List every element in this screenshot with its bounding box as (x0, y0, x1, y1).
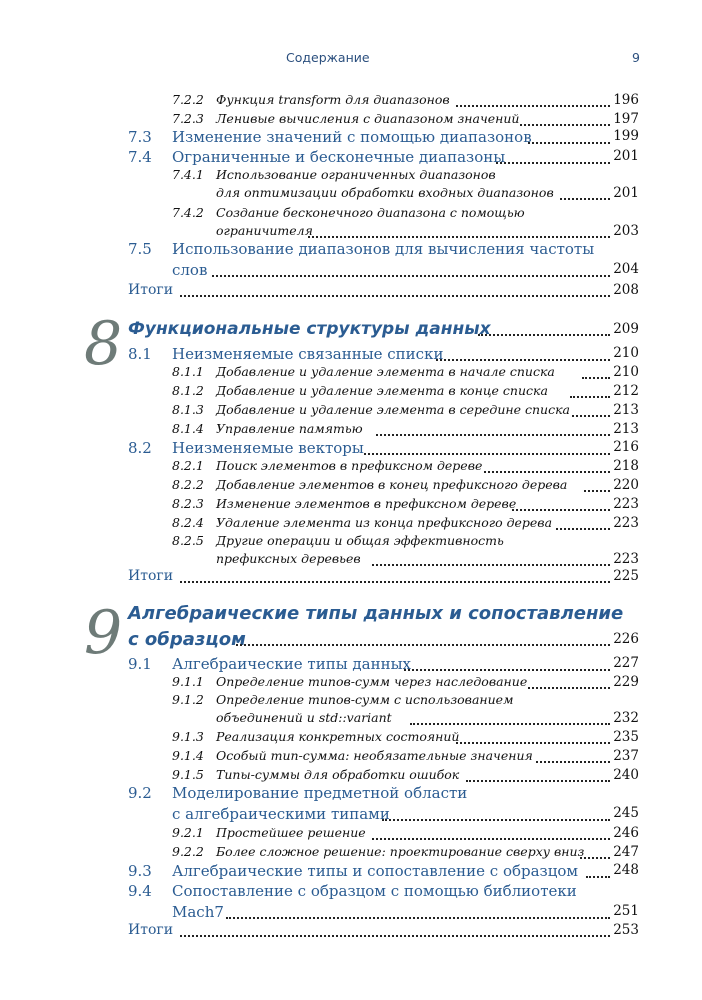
toc-entry-title: Определение типов-сумм через наследование (216, 674, 528, 689)
toc-entry-page: 209 (613, 321, 639, 337)
toc-entry-title: Типы-суммы для обработки ошибок (216, 767, 460, 782)
toc-leader-dots (180, 581, 610, 583)
toc-entry-page: 232 (613, 710, 639, 726)
toc-entry-title: Создание бесконечного диапазона с помощью (216, 205, 525, 220)
toc-entry-page: 237 (613, 748, 639, 764)
toc-entry-page: 235 (613, 729, 639, 745)
toc-entry[interactable] (0, 748, 702, 768)
toc-entry-number: 9.1.2 (172, 692, 204, 707)
toc-entry-number: 8.2.2 (172, 477, 204, 492)
toc-entry-page: 213 (613, 402, 639, 418)
toc-leader-dots (382, 819, 610, 821)
toc-entry[interactable] (0, 862, 702, 882)
toc-entry-page: 216 (613, 439, 639, 455)
toc-leader-dots (584, 490, 610, 492)
toc-entry-number: 7.2.2 (172, 92, 204, 107)
toc-entry-page: 203 (613, 223, 639, 239)
header-page-number: 9 (632, 50, 640, 65)
toc-entry[interactable] (0, 692, 702, 712)
toc-entry[interactable] (0, 825, 702, 845)
toc-entry-title: Использование ограниченных диапазонов (216, 167, 496, 182)
toc-entry-title: Удаление элемента из конца префиксного дерева (216, 515, 553, 530)
toc-entry[interactable] (0, 421, 702, 441)
toc-entry-title: Сопоставление с образцом с помощью библиотеки (172, 882, 577, 900)
toc-entry-number: 7.2.3 (172, 111, 204, 126)
toc-entry[interactable] (0, 655, 702, 675)
toc-entry-title: для оптимизации обработки входных диапазонов (216, 185, 554, 200)
toc-entry-title: Итоги (128, 568, 174, 584)
toc-entry[interactable] (0, 128, 702, 148)
toc-entry-title: Ограниченные и бесконечные диапазоны (172, 148, 506, 166)
toc-leader-dots (436, 359, 610, 361)
toc-entry[interactable] (0, 674, 702, 694)
toc-entry-number: 9.1 (128, 655, 152, 673)
toc-entry-number: 9.2.1 (172, 825, 204, 840)
toc-entry[interactable] (0, 844, 702, 864)
toc-entry-page: 248 (613, 862, 639, 878)
toc-entry-number: 8.1 (128, 345, 152, 363)
toc-chapter-entry-continuation[interactable] (0, 629, 702, 649)
toc-chapter-title: Алгебраические типы данных и сопоставление (128, 603, 624, 624)
toc-entry-title: слов (172, 261, 208, 279)
toc-entry-title: Моделирование предметной области (172, 784, 468, 802)
toc-entry[interactable] (0, 496, 702, 516)
toc-leader-dots (496, 162, 610, 164)
toc-entry-page: 201 (613, 148, 639, 164)
toc-entry[interactable] (0, 92, 702, 112)
toc-entry-title: ограничителя (216, 223, 313, 238)
toc-entry-title: Реализация конкретных состояний (216, 729, 460, 744)
toc-entry-title: Определение типов-сумм с использованием (216, 692, 514, 707)
toc-entry[interactable] (0, 882, 702, 902)
toc-entry-summary[interactable] (0, 568, 702, 588)
chapter-number-8: 8 (84, 309, 123, 379)
toc-leader-dots (466, 780, 610, 782)
toc-entry-continuation[interactable] (0, 903, 702, 923)
toc-entry-number: 8.1.3 (172, 402, 204, 417)
toc-leader-dots (528, 687, 610, 689)
toc-leader-dots (376, 434, 610, 436)
toc-entry-number: 9.2 (128, 784, 152, 802)
toc-entry-page: 197 (613, 111, 639, 127)
toc-leader-dots (586, 876, 610, 878)
toc-entry-title: Итоги (128, 282, 174, 298)
toc-entry-page: 218 (613, 458, 639, 474)
toc-entry-number: 9.4 (128, 882, 152, 900)
toc-entry[interactable] (0, 784, 702, 804)
toc-leader-dots (372, 564, 610, 566)
toc-leader-dots (572, 415, 610, 417)
toc-leader-dots (512, 509, 610, 511)
toc-leader-dots (456, 742, 610, 744)
toc-leader-dots (236, 644, 610, 646)
toc-entry[interactable] (0, 402, 702, 422)
toc-leader-dots (582, 377, 610, 379)
toc-entry-title: Управление памятью (216, 421, 363, 436)
toc-entry-title: Использование диапазонов для вычисления частоты (172, 240, 595, 258)
toc-entry-page: 240 (613, 767, 639, 783)
toc-leader-dots (404, 669, 610, 671)
toc-entry-page: 245 (613, 805, 639, 821)
toc-entry-title: Алгебраические типы данных (172, 655, 411, 673)
header-title: Содержание (286, 50, 370, 65)
toc-entry-continuation[interactable] (0, 805, 702, 825)
toc-entry-title: Неизменяемые связанные списки (172, 345, 444, 363)
toc-leader-dots (478, 334, 610, 336)
running-header (0, 50, 702, 70)
toc-entry-title: Функция transform для диапазонов (216, 92, 450, 107)
toc-entry-title: Изменение элементов в префиксном дереве (216, 496, 517, 511)
toc-chapter-entry[interactable] (0, 319, 702, 339)
toc-entry-page: 220 (613, 477, 639, 493)
toc-entry-page: 208 (613, 282, 639, 298)
toc-entry-number: 9.3 (128, 862, 152, 880)
toc-entry-number: 7.4.2 (172, 205, 204, 220)
toc-entry-number: 7.4.1 (172, 167, 204, 182)
toc-entry[interactable] (0, 515, 702, 535)
toc-entry-page: 223 (613, 551, 639, 567)
toc-leader-dots (570, 396, 610, 398)
toc-entry-number: 8.1.1 (172, 364, 204, 379)
toc-entry-title: Поиск элементов в префиксном дереве (216, 458, 483, 473)
toc-entry-number: 8.2.4 (172, 515, 204, 530)
toc-leader-dots (536, 761, 610, 763)
toc-leader-dots (556, 528, 610, 530)
toc-entry-number: 7.5 (128, 240, 152, 258)
toc-entry-number: 7.3 (128, 128, 152, 146)
toc-entry-continuation[interactable] (0, 710, 702, 730)
toc-entry-title: Добавление и удаление элемента в начале списка (216, 364, 555, 379)
toc-entry[interactable] (0, 439, 702, 459)
toc-leader-dots (180, 295, 610, 297)
toc-entry-title: Ленивые вычисления с диапазоном значений (216, 111, 520, 126)
toc-entry-title: Добавление и удаление элемента в конце списка (216, 383, 548, 398)
toc-leader-dots (308, 236, 610, 238)
toc-entry-number: 8.2.3 (172, 496, 204, 511)
toc-entry-page: 210 (613, 364, 639, 380)
toc-entry-page: 212 (613, 383, 639, 399)
toc-entry[interactable] (0, 533, 702, 553)
toc-entry-title: объединений и std::variant (216, 710, 392, 725)
toc-entry-number: 9.1.1 (172, 674, 204, 689)
toc-entry-number: 8.1.4 (172, 421, 204, 436)
toc-entry-title: Mach7 (172, 903, 224, 921)
toc-entry-page: 226 (613, 631, 639, 647)
toc-entry-page: 223 (613, 515, 639, 531)
toc-entry-page: 246 (613, 825, 639, 841)
toc-entry-page: 213 (613, 421, 639, 437)
toc-entry-number: 9.1.4 (172, 748, 204, 763)
toc-entry[interactable] (0, 383, 702, 403)
toc-entry-number: 8.2 (128, 439, 152, 457)
toc-leader-dots (580, 857, 610, 859)
toc-entry-page: 253 (613, 922, 639, 938)
toc-entry-page: 210 (613, 345, 639, 361)
toc-leader-dots (560, 198, 610, 200)
toc-entry[interactable] (0, 458, 702, 478)
toc-chapter-title: Функциональные структуры данных (128, 319, 491, 339)
toc-entry-title: Итоги (128, 922, 174, 938)
toc-entry-title: Добавление и удаление элемента в середине списка (216, 402, 570, 417)
toc-chapter-title: с образцом (128, 629, 246, 650)
toc-leader-dots (528, 142, 610, 144)
toc-entry-number: 8.1.2 (172, 383, 204, 398)
toc-entry-title: Простейшее решение (216, 825, 366, 840)
toc-entry-summary[interactable] (0, 922, 702, 942)
toc-entry-page: 247 (613, 844, 639, 860)
chapter-number-9: 9 (84, 598, 123, 668)
toc-entry-page: 251 (613, 903, 639, 919)
toc-entry-continuation[interactable] (0, 185, 702, 205)
toc-entry-summary[interactable] (0, 282, 702, 302)
toc-entry-page: 196 (613, 92, 639, 108)
toc-leader-dots (212, 275, 610, 277)
toc-entry-page: 201 (613, 185, 639, 201)
toc-entry[interactable] (0, 148, 702, 168)
toc-leader-dots (372, 838, 610, 840)
toc-entry-title: Алгебраические типы и сопоставление с образцом (172, 862, 579, 880)
toc-entry[interactable] (0, 345, 702, 365)
toc-entry-page: 229 (613, 674, 639, 690)
toc-entry-page: 227 (613, 655, 639, 671)
toc-leader-dots (410, 723, 610, 725)
toc-entry-title: префиксных деревьев (216, 551, 361, 566)
toc-leader-dots (226, 917, 610, 919)
toc-entry-number: 8.2.5 (172, 533, 204, 548)
toc-entry-title: с алгебраическими типами (172, 805, 390, 823)
toc-entry-title: Другие операции и общая эффективность (216, 533, 504, 548)
toc-leader-dots (520, 124, 610, 126)
toc-entry-page: 204 (613, 261, 639, 277)
toc-entry[interactable] (0, 477, 702, 497)
toc-entry-title: Особый тип-сумма: необязательные значения (216, 748, 533, 763)
toc-entry-number: 7.4 (128, 148, 152, 166)
toc-chapter-entry[interactable] (0, 603, 702, 623)
toc-leader-dots (180, 935, 610, 937)
toc-entry-title: Добавление элементов в конец префиксного дерева (216, 477, 568, 492)
toc-entry-page: 199 (613, 128, 639, 144)
toc-entry-number: 9.1.3 (172, 729, 204, 744)
toc-entry-number: 8.2.1 (172, 458, 204, 473)
toc-entry-title: Неизменяемые векторы (172, 439, 364, 457)
toc-entry[interactable] (0, 364, 702, 384)
toc-entry[interactable] (0, 205, 702, 225)
toc-entry-number: 9.1.5 (172, 767, 204, 782)
toc-entry-continuation[interactable] (0, 261, 702, 281)
toc-leader-dots (484, 471, 610, 473)
toc-entry-page: 225 (613, 568, 639, 584)
toc-entry-page: 223 (613, 496, 639, 512)
toc-entry[interactable] (0, 240, 702, 260)
toc-entry-number: 9.2.2 (172, 844, 204, 859)
toc-entry[interactable] (0, 729, 702, 749)
toc-entry[interactable] (0, 167, 702, 187)
toc-leader-dots (364, 453, 610, 455)
toc-entry-title: Более сложное решение: проектирование сверху вниз (216, 844, 585, 859)
toc-entry-title: Изменение значений с помощью диапазонов (172, 128, 532, 146)
toc-leader-dots (456, 105, 610, 107)
